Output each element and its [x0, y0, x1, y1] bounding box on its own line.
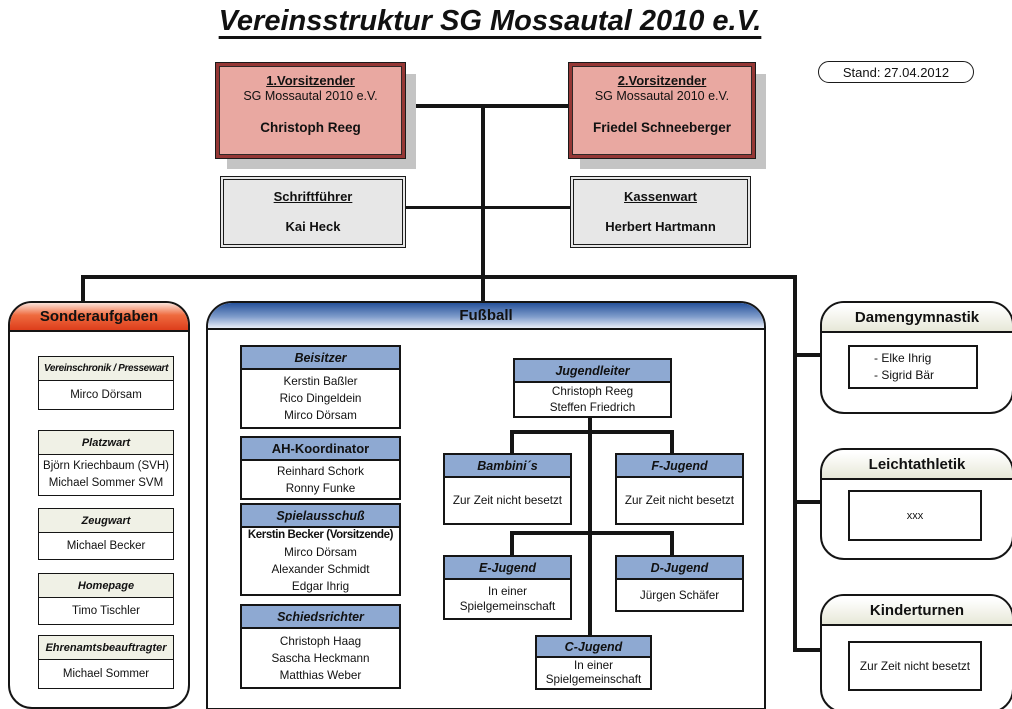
person-name: Kai Heck — [285, 219, 341, 234]
person-name: Edgar Ihrig — [291, 580, 350, 593]
box-bambinis — [443, 453, 572, 525]
role-label: Schiedsrichter — [242, 606, 399, 629]
connector-drop-bambinis — [510, 430, 514, 453]
person-name: Jürgen Schäfer — [639, 588, 720, 602]
person-name: Michael Becker — [66, 539, 146, 552]
connector-trunk-vertical — [481, 104, 485, 302]
box-f-jugend — [615, 453, 744, 525]
status-text: Spielgemeinschaft — [459, 600, 556, 613]
role-label: Zeugwart — [39, 509, 173, 533]
person-name: Sascha Heckmann — [271, 651, 370, 665]
role-label: Homepage — [39, 574, 173, 598]
damengymnastik-members-box — [848, 345, 978, 389]
connector-drop-d-jugend — [670, 531, 674, 555]
person-name: Ronny Funke — [285, 481, 356, 495]
sonder-item-ehrenamtsbeauftragter — [38, 635, 174, 689]
connector-right-vertical — [793, 275, 797, 652]
role-label: Kassenwart — [624, 189, 697, 204]
role-label: AH-Koordinator — [242, 438, 399, 461]
role-label: Vereinschronik / Pressewart — [39, 357, 173, 381]
person-name: Friedel Schneeberger — [592, 120, 732, 135]
kinderturnen-members-box — [848, 641, 982, 691]
person-name: Reinhard Schork — [276, 464, 365, 478]
person-name: Michael Sommer — [62, 667, 150, 680]
org-label: SG Mossautal 2010 e.V. — [594, 89, 730, 103]
person-name: Kerstin Becker (Vorsitzende) — [247, 529, 394, 541]
connector-stub-leichtathletik — [797, 500, 820, 504]
box-ah-koordinator — [240, 436, 401, 500]
status-text: Spielgemeinschaft — [545, 673, 642, 686]
person-name: - Sigrid Bär — [874, 368, 935, 382]
role-label: 1.Vorsitzender — [266, 73, 355, 88]
status-text: Zur Zeit nicht besetzt — [859, 659, 971, 673]
person-name: Kerstin Baßler — [283, 375, 358, 388]
box-2-vorsitzender — [569, 63, 755, 158]
sonder-item-vereinschronik — [38, 356, 174, 410]
connector-secretary-treasurer — [398, 206, 570, 209]
sonder-item-homepage — [38, 573, 174, 625]
org-label: SG Mossautal 2010 e.V. — [243, 89, 378, 103]
role-label: D-Jugend — [617, 557, 742, 580]
box-schiedsrichter — [240, 604, 401, 689]
connector-stub-damengymnastik — [797, 353, 820, 357]
box-schriftfuehrer — [220, 176, 406, 248]
box-beisitzer — [240, 345, 401, 429]
connector-stub-kinderturnen — [797, 648, 820, 652]
role-label: Bambini´s — [445, 455, 570, 478]
person-name: Mirco Dörsam — [284, 546, 357, 559]
box-e-jugend — [443, 555, 572, 620]
connector-jugend-branch-2 — [510, 531, 674, 535]
role-label: Ehrenamtsbeauftragter — [39, 636, 173, 660]
sonder-item-platzwart — [38, 430, 174, 496]
box-d-jugend — [615, 555, 744, 612]
panel-title: Damengymnastik — [822, 303, 1012, 333]
person-name: Timo Tischler — [72, 604, 140, 617]
connector-drop-e-jugend — [510, 531, 514, 555]
role-label: Beisitzer — [242, 347, 399, 370]
person-name: Steffen Friedrich — [549, 400, 636, 414]
panel-title: Leichtathletik — [822, 450, 1012, 480]
page-title: Vereinsstruktur SG Mossautal 2010 e.V. — [218, 5, 762, 37]
connector-main-horizontal — [81, 275, 797, 279]
person-name: Matthias Weber — [279, 668, 362, 682]
date-badge: Stand: 27.04.2012 — [818, 61, 974, 83]
person-name: Mirco Dörsam — [284, 409, 357, 422]
role-label: Platzwart — [39, 431, 173, 455]
person-name: Christoph Reeg — [260, 120, 361, 135]
person-name: Rico Dingeldein — [279, 392, 362, 405]
person-name: - Elke Ihrig — [874, 351, 932, 365]
role-label: Jugendleiter — [515, 360, 670, 383]
connector-jugend-branch-1 — [510, 430, 674, 434]
status-text: In einer — [574, 659, 613, 672]
box-c-jugend — [535, 635, 652, 690]
status-text: In einer — [488, 585, 527, 598]
panel-title: Fußball — [208, 303, 764, 330]
status-text: Zur Zeit nicht besetzt — [452, 494, 563, 507]
role-label: Spielausschuß — [242, 505, 399, 528]
person-name: Björn Kriechbaum (SVH) — [43, 460, 169, 472]
person-name: Michael Sommer SVM — [48, 477, 164, 489]
role-label: E-Jugend — [445, 557, 570, 580]
box-jugendleiter — [513, 358, 672, 418]
role-label: Schriftführer — [273, 189, 353, 204]
placeholder-text: xxx — [906, 509, 924, 522]
connector-drop-sonderaufgaben — [81, 275, 85, 302]
panel-title: Sonderaufgaben — [10, 303, 188, 332]
leichtathletik-members-box — [848, 490, 982, 541]
connector-jugend-vertical — [588, 415, 592, 635]
person-name: Alexander Schmidt — [271, 563, 370, 576]
box-kassenwart — [570, 176, 751, 248]
person-name: Christoph Haag — [279, 634, 362, 648]
role-label: F-Jugend — [617, 455, 742, 478]
sonder-item-zeugwart — [38, 508, 174, 560]
box-spielausschuss — [240, 503, 401, 596]
status-text: Zur Zeit nicht besetzt — [624, 494, 735, 507]
role-label: C-Jugend — [537, 637, 650, 658]
connector-drop-f-jugend — [670, 430, 674, 453]
person-name: Herbert Hartmann — [605, 219, 716, 234]
box-1-vorsitzender — [216, 63, 405, 158]
person-name: Christoph Reeg — [551, 384, 634, 398]
panel-title: Kinderturnen — [822, 596, 1012, 626]
person-name: Mirco Dörsam — [70, 388, 142, 401]
role-label: 2.Vorsitzender — [617, 73, 707, 88]
